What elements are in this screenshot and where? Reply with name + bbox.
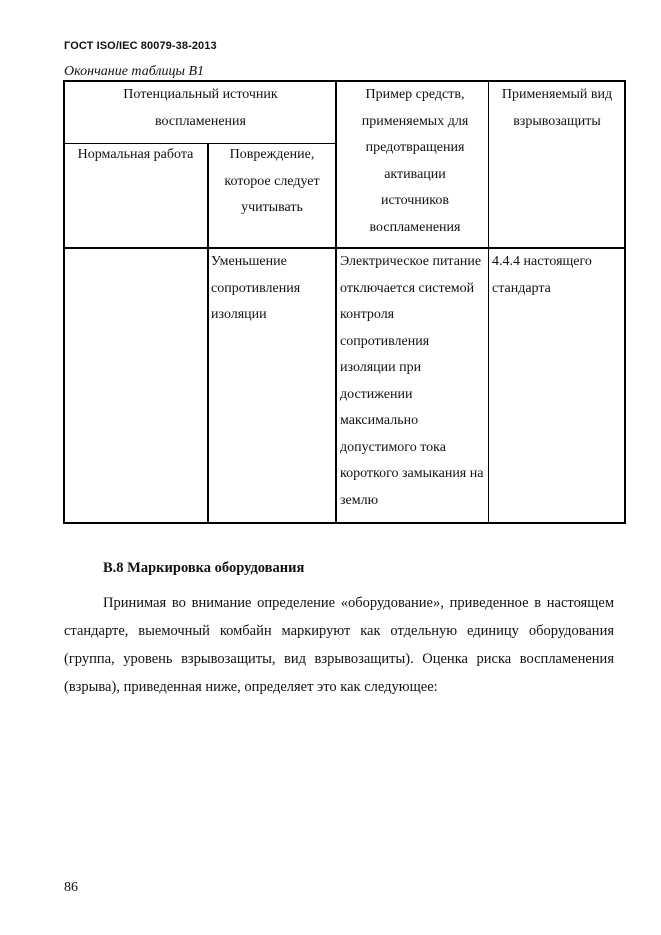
header-damage: Повреждение, которое следует учитывать xyxy=(224,147,320,215)
section-title: В.8 Маркировка оборудования xyxy=(103,560,305,576)
header-example-means: Пример средств, применяемых для предотвращения активации источников воспламенения xyxy=(361,87,469,235)
cell-damage: Уменьшение сопротивления изоляции xyxy=(211,254,301,322)
header-protection-type: Применяемый вид взрывозащиты xyxy=(501,87,613,129)
table-bottom-border xyxy=(63,522,626,524)
section-paragraph: Принимая во внимание определение «оборудование», приведенное в настоящем стандарте, выемочный комбайн маркируют как отдельную единицу оборудования (группа, уровень взрывозащиты, вид взрывозащиты). Оценка риска воспламенения (взрыва), приведенная ниже, определяет это как следующее: xyxy=(64,595,614,695)
cell-example-means: Электрическое питание отключается системой контроля сопротивления изоляции при достижении максимально допустимого тока короткого замыкания на землю xyxy=(340,254,484,508)
table-col-divider-1 xyxy=(207,143,209,524)
header-normal-operation: Нормальная работа xyxy=(77,147,194,162)
table-right-border xyxy=(624,80,626,524)
header-potential-source: Потенциальный источник воспламенения xyxy=(123,87,278,129)
table-left-border xyxy=(63,80,65,524)
table-col-divider-2 xyxy=(335,80,337,524)
page-number: 86 xyxy=(64,880,78,895)
cell-protection-type: 4.4.4 настоящего стандарта xyxy=(492,254,592,296)
document-code: ГОСТ ISO/IEC 80079-38-2013 xyxy=(64,40,217,52)
table-col-divider-3 xyxy=(488,80,489,524)
table-caption: Окончание таблицы В1 xyxy=(64,64,205,79)
